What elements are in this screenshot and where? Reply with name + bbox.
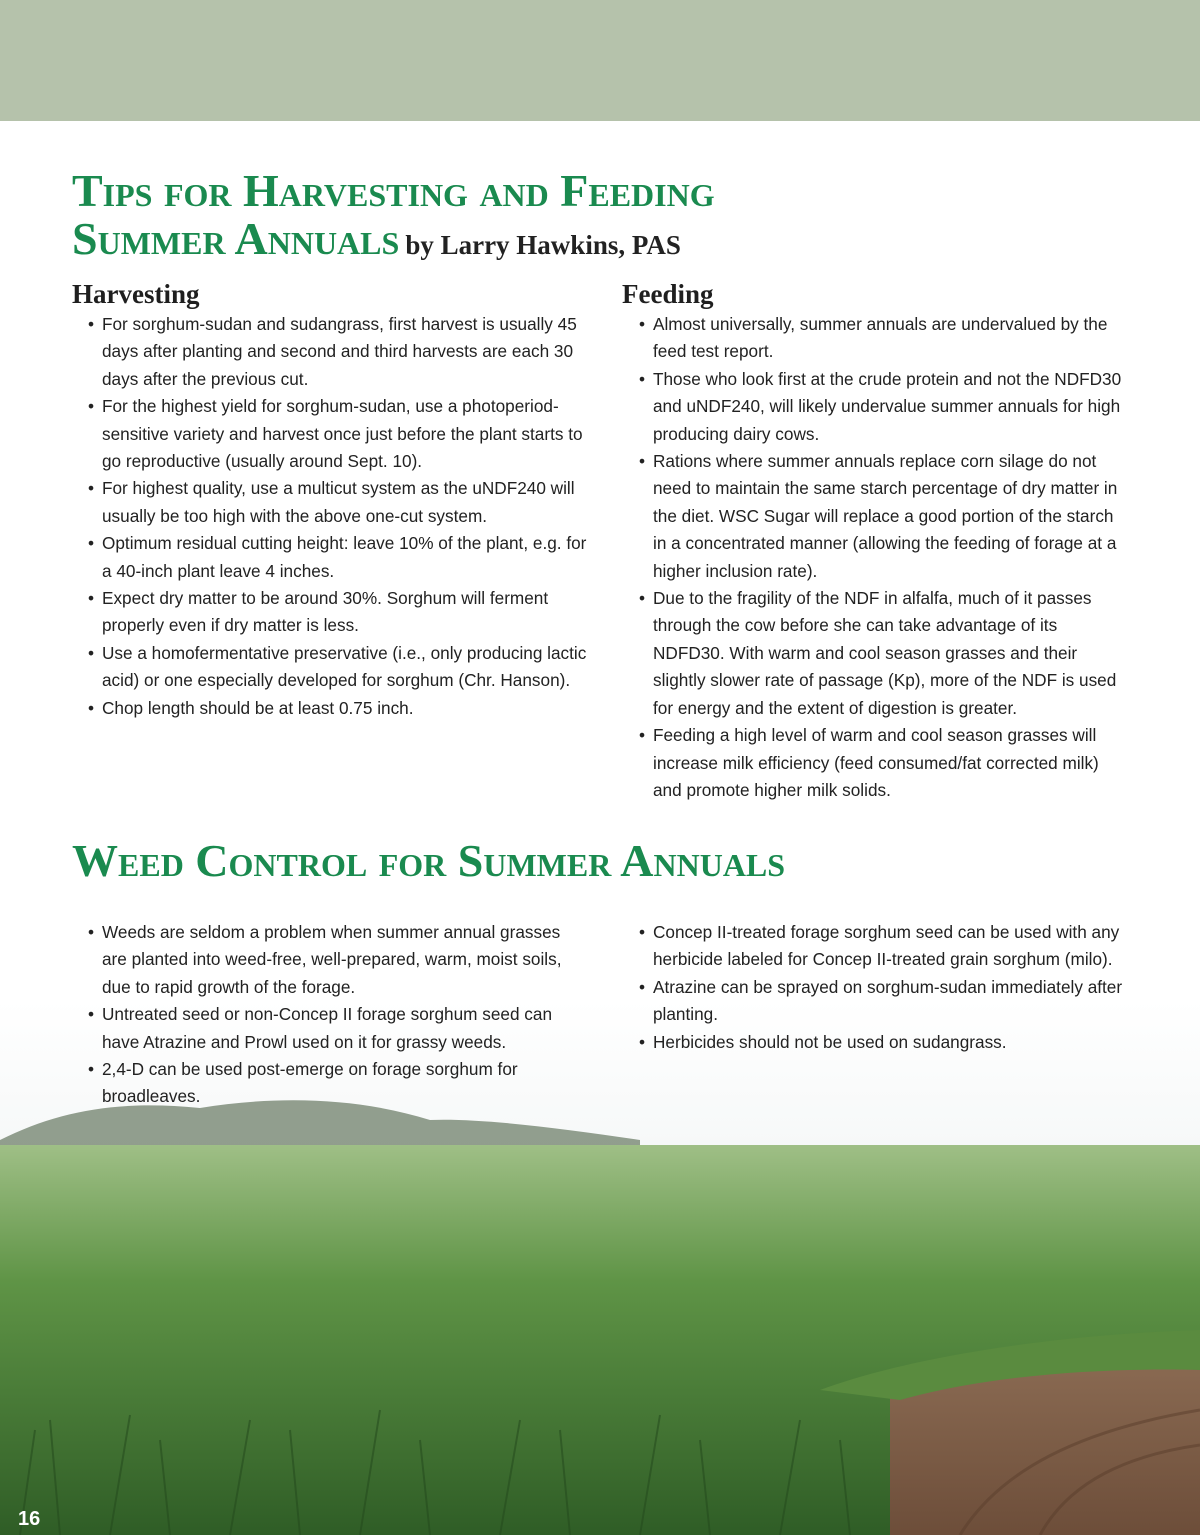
list-item: • Chop length should be at least 0.75 inch. bbox=[88, 695, 588, 722]
page-number: 16 bbox=[18, 1508, 41, 1530]
list-item: • Concep II-treated forage sorghum seed can be used with any herbicide labeled for Concep II-treated grain sorghum (milo). bbox=[639, 919, 1129, 974]
weed-control-list-left bbox=[88, 919, 588, 1111]
list-item: • Rations where summer annuals replace corn silage do not need to maintain the same starch percentage of dry matter in the diet. WSC Sugar will replace a good portion of the starch in a concentrated manner (allowing the feeding of forage at a higher inclusion rate). bbox=[639, 448, 1129, 585]
list-item: • Untreated seed or non-Concep II forage sorghum seed can have Atrazine and Prowl used on it for grassy weeds. bbox=[88, 1001, 588, 1056]
article-title-line1: Tips for Harvesting and Feeding bbox=[72, 165, 715, 216]
harvesting-list bbox=[88, 311, 588, 722]
feeding-heading: Feeding bbox=[622, 279, 714, 309]
weed-control-list-right bbox=[639, 919, 1129, 1056]
list-item: • Those who look first at the crude protein and not the NDFD30 and uNDF240, will likely undervalue summer annuals for high producing dairy cows. bbox=[639, 366, 1129, 448]
byline: by Larry Hawkins, PAS bbox=[405, 230, 681, 260]
list-item: • For the highest yield for sorghum-sudan, use a photoperiod-sensitive variety and harvest once just before the plant starts to go reproductive (usually around Sept. 10). bbox=[88, 393, 588, 475]
list-item: • For highest quality, use a multicut system as the uNDF240 will usually be too high with the above one-cut system. bbox=[88, 475, 588, 530]
list-item: • 2,4-D can be used post-emerge on forage sorghum for broadleaves. bbox=[88, 1056, 588, 1111]
list-item: • Due to the fragility of the NDF in alfalfa, much of it passes through the cow before she can take advantage of its NDFD30. With warm and cool season grasses and their slightly slower rate of passage (Kp), more of the NDF is used for energy and the extent of digestion is greater. bbox=[639, 585, 1129, 722]
weed-control-title: Weed Control for Summer Annuals bbox=[72, 835, 786, 886]
list-item: • Weeds are seldom a problem when summer annual grasses are planted into weed-free, well-prepared, warm, moist soils, due to rapid growth of the forage. bbox=[88, 919, 588, 1001]
list-item: • Almost universally, summer annuals are undervalued by the feed test report. bbox=[639, 311, 1129, 366]
list-item: • Optimum residual cutting height: leave 10% of the plant, e.g. for a 40-inch plant leave 4 inches. bbox=[88, 530, 588, 585]
article-title-line2-text: Summer Annuals bbox=[72, 213, 400, 264]
list-item: • For sorghum-sudan and sudangrass, first harvest is usually 45 days after planting and second and third harvests are each 30 days after the previous cut. bbox=[88, 311, 588, 393]
article-title-line2 bbox=[72, 213, 681, 264]
list-item: • Use a homofermentative preservative (i.e., only producing lactic acid) or one especially developed for sorghum (Chr. Hanson). bbox=[88, 640, 588, 695]
feeding-list bbox=[639, 311, 1129, 804]
list-item: • Herbicides should not be used on sudangrass. bbox=[639, 1029, 1129, 1056]
harvesting-heading: Harvesting bbox=[72, 279, 200, 309]
header-band bbox=[0, 0, 1200, 121]
list-item: • Feeding a high level of warm and cool season grasses will increase milk efficiency (feed consumed/fat corrected milk) and promote higher milk solids. bbox=[639, 722, 1129, 804]
list-item: • Atrazine can be sprayed on sorghum-sudan immediately after planting. bbox=[639, 974, 1129, 1029]
list-item: • Expect dry matter to be around 30%. Sorghum will ferment properly even if dry matter is less. bbox=[88, 585, 588, 640]
